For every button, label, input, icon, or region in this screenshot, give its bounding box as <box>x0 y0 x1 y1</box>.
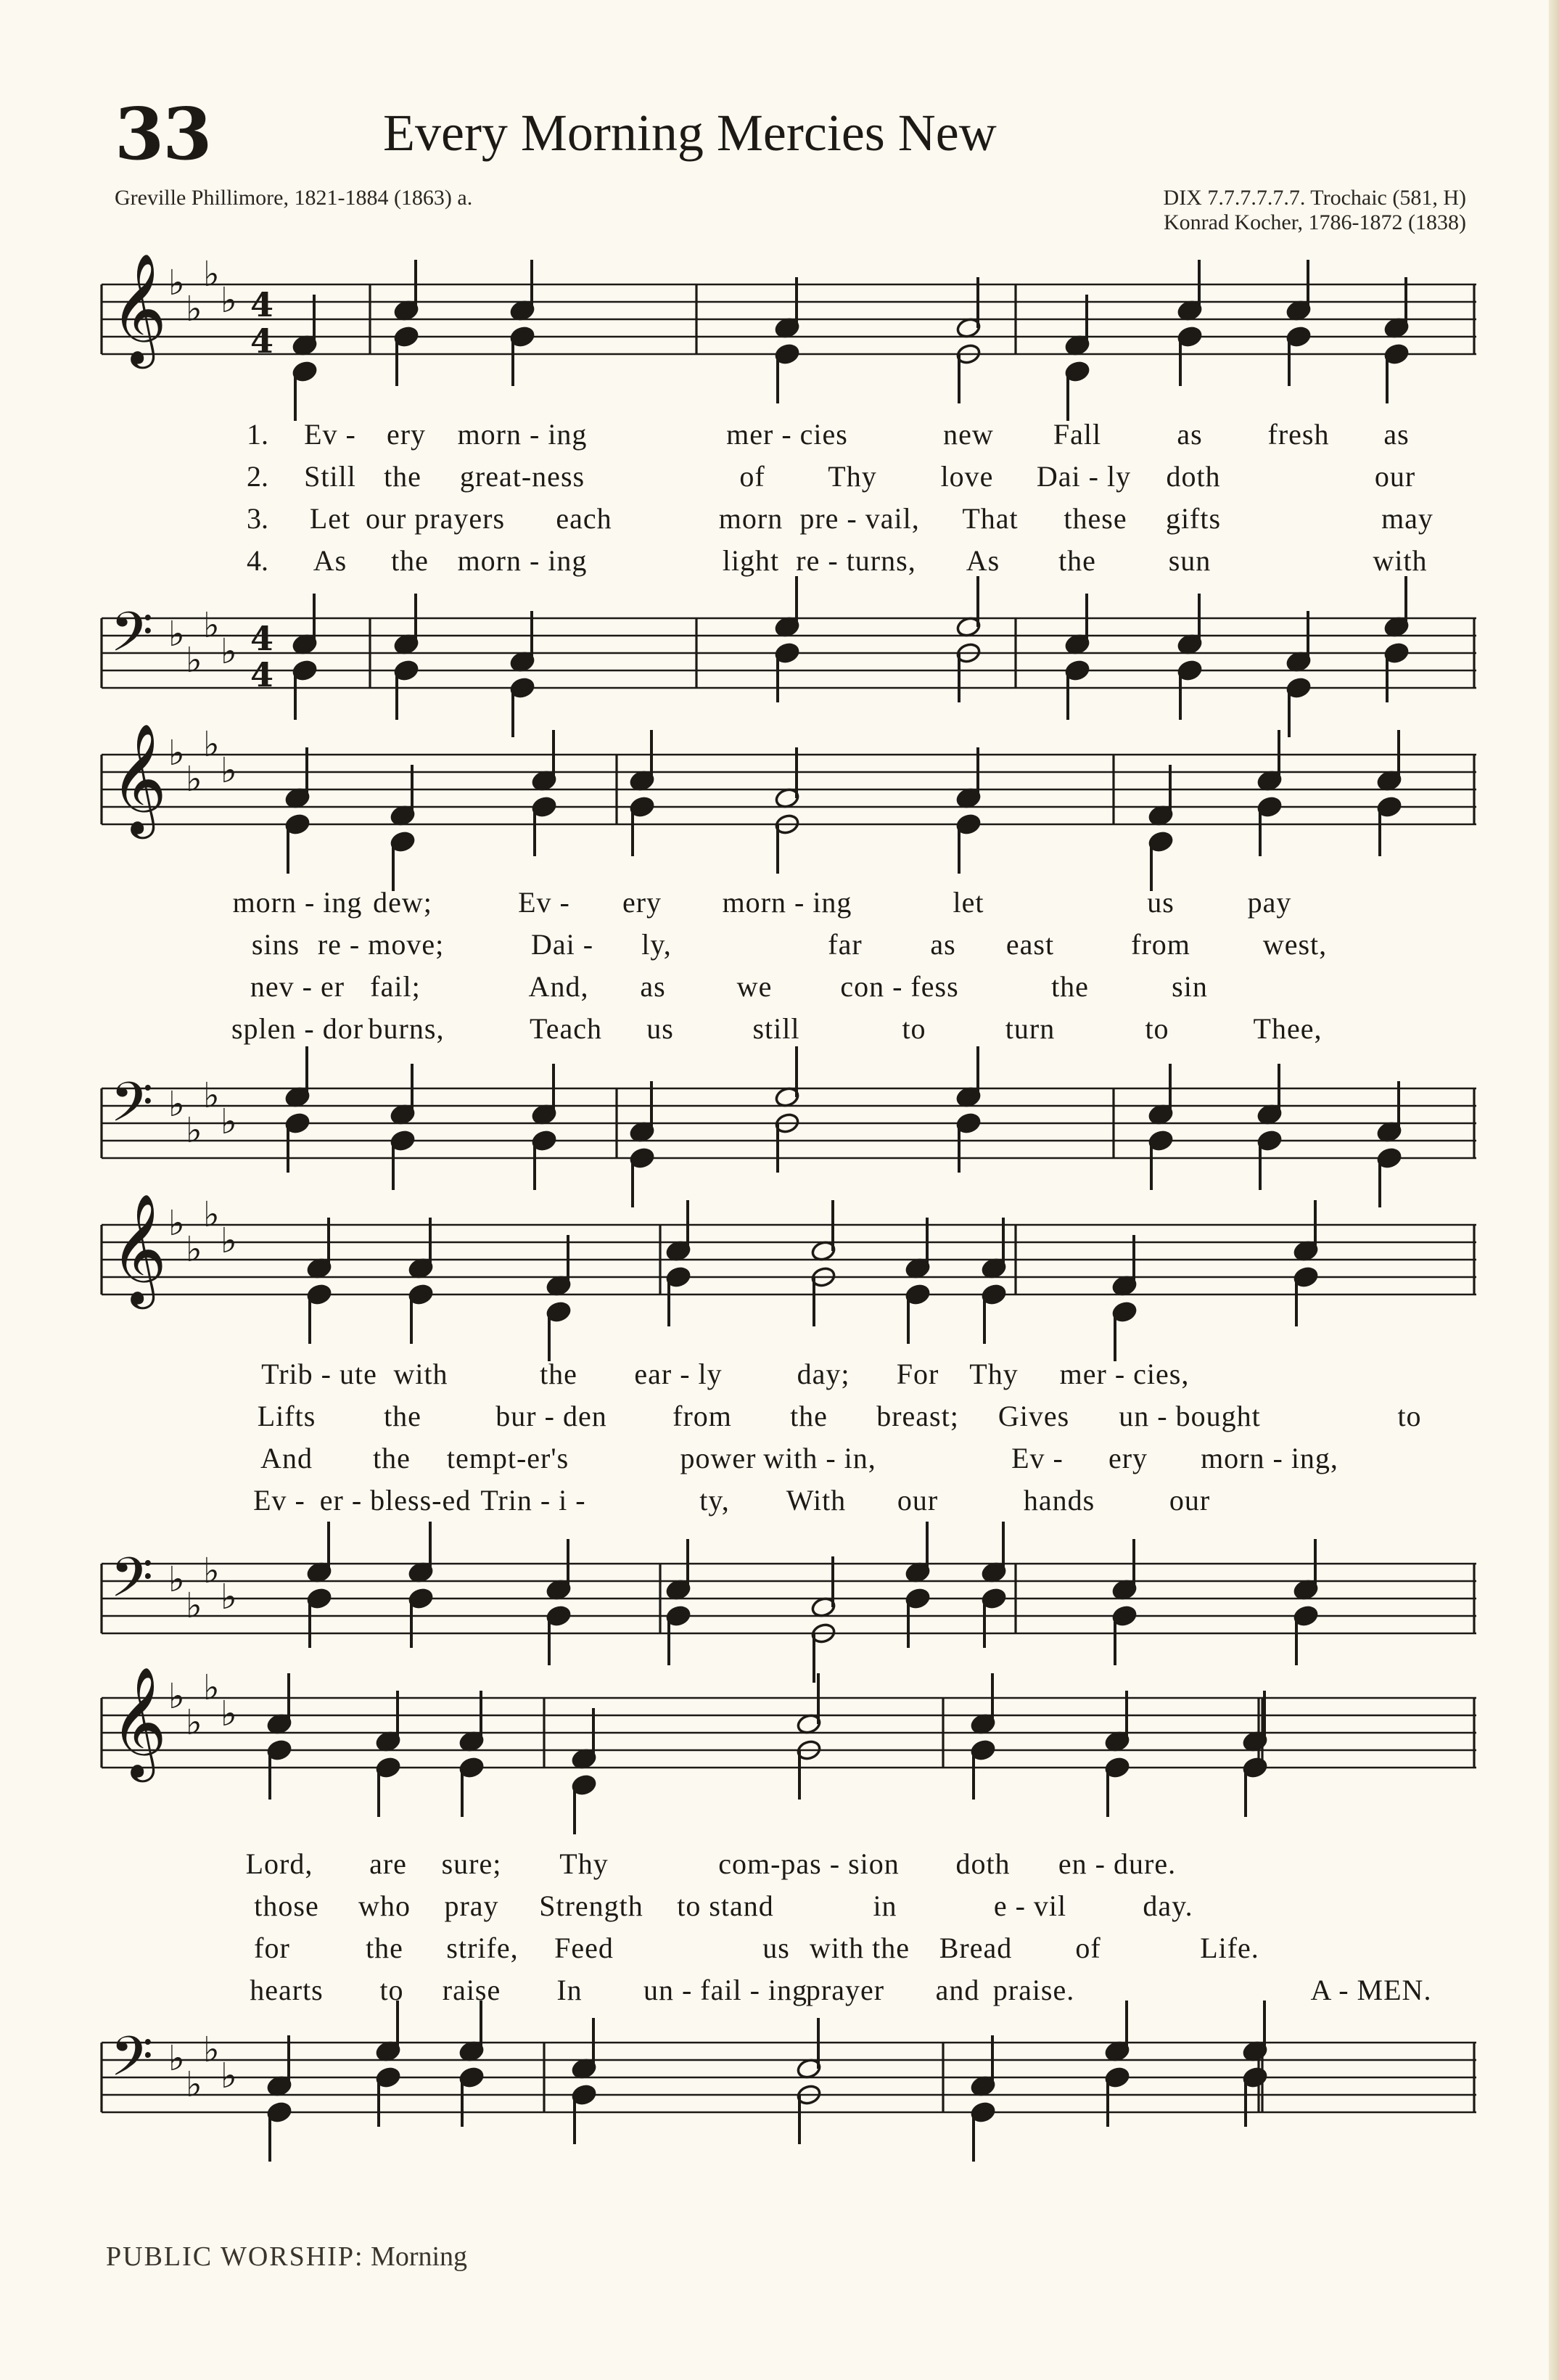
lyric-syllable: Life. <box>1200 1932 1259 1964</box>
lyric-syllable: Ev - <box>253 1484 305 1517</box>
lyric-syllable: Lifts <box>257 1400 316 1432</box>
lyric-syllable: day. <box>1143 1889 1193 1922</box>
hymn-title: Every Morning Mercies New <box>383 104 997 162</box>
lyric-syllable: Gives <box>997 1400 1070 1432</box>
bass-staff <box>0 1999 1559 2144</box>
lyric-syllable: Dai - <box>530 928 594 961</box>
time-signature-top: 4 <box>250 619 274 658</box>
flat-icon: ♭ <box>221 1101 237 1142</box>
lyric-syllable: love <box>940 460 994 493</box>
lyric-syllable: ly, <box>641 928 672 961</box>
lyric-syllable: with <box>1373 544 1428 577</box>
lyric-syllable: For <box>896 1358 939 1390</box>
lyric-syllable: splen - dor <box>231 1012 364 1045</box>
lyric-syllable: un - fail - ing <box>643 1974 808 2006</box>
lyric-syllable: In <box>556 1974 583 2006</box>
lyric-syllable: fail; <box>370 970 421 1003</box>
lyric-syllable: Thy <box>969 1358 1019 1390</box>
lyric-syllable: sun <box>1168 544 1212 577</box>
lyric-syllable: great-ness <box>459 460 585 493</box>
lyric-syllable: And, <box>528 970 589 1003</box>
bass-clef-icon: 𝄢 <box>110 600 154 678</box>
lyric-syllable: as <box>1383 418 1410 451</box>
lyric-syllable: to stand <box>677 1889 774 1922</box>
flat-icon: ♭ <box>186 759 202 800</box>
treble-staff <box>0 1654 1559 1800</box>
lyric-syllable: with - in, <box>763 1442 876 1474</box>
lyric-syllable: us <box>1147 886 1175 919</box>
flat-icon: ♭ <box>203 724 220 765</box>
lyric-syllable: burns, <box>368 1012 445 1045</box>
lyric-syllable: fresh <box>1267 418 1330 451</box>
footer-section: PUBLIC WORSHIP: <box>106 2241 364 2272</box>
lyric-syllable: light <box>722 544 780 577</box>
lyric-syllable: nev - er <box>250 970 345 1003</box>
lyric-syllable: breast; <box>876 1400 959 1432</box>
lyric-syllable: pre - vail, <box>799 502 920 535</box>
lyric-syllable: prayer <box>805 1974 885 2006</box>
lyric-syllable: e - vil <box>993 1889 1067 1922</box>
lyric-syllable: With <box>786 1484 847 1517</box>
lyric-syllable: to <box>1145 1012 1169 1045</box>
lyric-syllable: our prayers <box>365 502 506 535</box>
lyric-syllable: com-pas - sion <box>718 1847 900 1880</box>
lyric-syllable: in <box>873 1889 897 1922</box>
lyric-syllable: are <box>369 1847 407 1880</box>
lyric-syllable: Ev - <box>518 886 570 919</box>
bass-staff <box>0 1520 1559 1665</box>
lyric-syllable: en - dure. <box>1058 1847 1177 1880</box>
lyric-syllable: Ev - <box>1011 1442 1064 1474</box>
hymn-tune: DIX 7.7.7.7.7.7. Trochaic (581, H) <box>1163 186 1466 210</box>
treble-staff <box>0 241 1559 386</box>
lyric-syllable: re - move; <box>317 928 445 961</box>
time-signature-top: 4 <box>250 285 274 324</box>
flat-icon: ♭ <box>221 750 237 791</box>
flat-icon: ♭ <box>168 614 185 654</box>
lyric-syllable: Thy <box>828 460 877 493</box>
flat-icon: ♭ <box>168 733 185 774</box>
bass-staff <box>0 575 1559 720</box>
lyric-syllable: sin <box>1172 970 1208 1003</box>
lyric-syllable: and <box>935 1974 980 2006</box>
footer-occasion: Morning <box>371 2241 468 2272</box>
flat-icon: ♭ <box>221 1577 237 1617</box>
flat-icon: ♭ <box>203 1667 220 1708</box>
lyric-syllable: ery <box>622 886 662 919</box>
lyric-syllable: to <box>902 1012 926 1045</box>
lyric-syllable: strife, <box>446 1932 519 1964</box>
lyric-syllable: to <box>1397 1400 1422 1432</box>
lyric-syllable: of <box>739 460 765 493</box>
flat-icon: ♭ <box>203 1194 220 1235</box>
lyric-syllable: Lord, <box>245 1847 313 1880</box>
lyric-syllable: as <box>640 970 666 1003</box>
lyric-syllable: As <box>966 544 1000 577</box>
page-footer <box>106 2241 467 2273</box>
lyric-syllable: hands <box>1023 1484 1095 1517</box>
lyric-syllable: our <box>897 1484 939 1517</box>
treble-clef-icon: 𝄞 <box>110 723 168 834</box>
lyric-syllable: the <box>366 1932 403 1964</box>
lyric-syllable: as <box>930 928 956 961</box>
treble-staff <box>0 711 1559 856</box>
lyric-syllable: ery <box>1108 1442 1148 1474</box>
lyric-syllable: doth <box>955 1847 1011 1880</box>
lyric-syllable: con - fess <box>840 970 959 1003</box>
lyric-syllable: east <box>1005 928 1055 961</box>
lyric-syllable: the <box>384 460 421 493</box>
flat-icon: ♭ <box>168 263 185 303</box>
flat-icon: ♭ <box>203 1075 220 1116</box>
lyric-syllable: morn - ing <box>722 886 852 919</box>
lyric-syllable: power <box>680 1442 757 1474</box>
lyric-syllable: morn <box>718 502 783 535</box>
flat-icon: ♭ <box>186 2064 202 2105</box>
lyric-syllable: west, <box>1262 928 1328 961</box>
flat-icon: ♭ <box>221 280 237 321</box>
hymn-number: 33 <box>115 93 211 176</box>
lyric-syllable: ear - ly <box>634 1358 723 1390</box>
lyric-syllable: the <box>1051 970 1089 1003</box>
lyric-syllable: day; <box>797 1358 850 1390</box>
lyric-syllable: bur - den <box>495 1400 607 1432</box>
treble-staff <box>0 1181 1559 1326</box>
lyric-syllable: re - turns, <box>796 544 916 577</box>
lyric-syllable: to <box>379 1974 404 2006</box>
lyric-syllable: pay <box>1247 886 1292 919</box>
flat-icon: ♭ <box>203 254 220 295</box>
lyric-syllable: each <box>556 502 612 535</box>
lyric-syllable: far <box>828 928 863 961</box>
flat-icon: ♭ <box>186 640 202 681</box>
lyric-syllable: still <box>752 1012 800 1045</box>
lyric-syllable: the <box>384 1400 421 1432</box>
lyric-syllable: ery <box>386 418 427 451</box>
flat-icon: ♭ <box>203 605 220 646</box>
flat-icon: ♭ <box>168 1676 185 1717</box>
lyric-syllable: the <box>540 1358 577 1390</box>
treble-clef-icon: 𝄞 <box>110 253 168 364</box>
flat-icon: ♭ <box>221 1220 237 1261</box>
verse-number: 3. <box>247 502 268 535</box>
flat-icon: ♭ <box>221 631 237 672</box>
lyric-syllable: Thy <box>559 1847 609 1880</box>
lyric-syllable: from <box>1131 928 1190 961</box>
lyric-syllable: with <box>393 1358 448 1390</box>
lyric-syllable: Trib - ute <box>261 1358 377 1390</box>
lyric-syllable: us <box>762 1932 790 1964</box>
flat-icon: ♭ <box>221 1694 237 1734</box>
lyric-syllable: morn - ing <box>457 544 588 577</box>
flat-icon: ♭ <box>186 1229 202 1270</box>
lyric-syllable: for <box>254 1932 290 1964</box>
lyric-syllable: Dai - ly <box>1036 460 1132 493</box>
lyric-syllable: let <box>953 886 984 919</box>
lyric-syllable: hearts <box>250 1974 324 2006</box>
lyric-syllable: ty, <box>699 1484 730 1517</box>
lyric-syllable: pray <box>444 1889 499 1922</box>
lyric-syllable: Bread <box>939 1932 1013 1964</box>
lyric-syllable: mer - cies, <box>1059 1358 1190 1390</box>
lyric-syllable: who <box>358 1889 411 1922</box>
lyric-syllable: un - bought <box>1119 1400 1261 1432</box>
lyric-syllable: these <box>1064 502 1127 535</box>
lyric-syllable: dew; <box>373 886 432 919</box>
lyric-syllable: us <box>646 1012 674 1045</box>
flat-icon: ♭ <box>203 2030 220 2070</box>
verse-number: 1. <box>247 418 268 451</box>
lyric-syllable: Thee, <box>1253 1012 1323 1045</box>
flat-icon: ♭ <box>168 2038 185 2079</box>
flat-icon: ♭ <box>186 1585 202 1626</box>
lyric-syllable: our <box>1374 460 1416 493</box>
amen-label: A - MEN. <box>1310 1974 1432 2006</box>
lyric-syllable: morn - ing <box>232 886 363 919</box>
hymn-author: Greville Phillimore, 1821-1884 (1863) a. <box>115 186 473 210</box>
flat-icon: ♭ <box>168 1203 185 1244</box>
lyric-syllable: sure; <box>441 1847 502 1880</box>
lyric-syllable: new <box>943 418 994 451</box>
flat-icon: ♭ <box>186 289 202 329</box>
flat-icon: ♭ <box>221 2056 237 2096</box>
lyric-syllable: raise <box>442 1974 501 2006</box>
verse-number: 4. <box>247 544 268 577</box>
lyric-syllable: morn - ing, <box>1201 1442 1338 1474</box>
lyric-syllable: Still <box>304 460 356 493</box>
lyric-syllable: gifts <box>1165 502 1222 535</box>
lyric-syllable: er - bless-ed <box>319 1484 472 1517</box>
lyric-syllable: praise. <box>992 1974 1075 2006</box>
lyric-syllable: from <box>672 1400 732 1432</box>
flat-icon: ♭ <box>203 1551 220 1591</box>
lyric-syllable: Trin - i - <box>480 1484 586 1517</box>
flat-icon: ♭ <box>168 1559 185 1600</box>
lyric-syllable: That <box>962 502 1019 535</box>
verse-number: 2. <box>247 460 268 493</box>
lyric-syllable: the <box>391 544 429 577</box>
lyric-syllable: as <box>1177 418 1203 451</box>
lyric-syllable: Strength <box>539 1889 643 1922</box>
lyric-syllable: the <box>373 1442 411 1474</box>
lyric-syllable: those <box>254 1889 319 1922</box>
lyric-syllable: mer - cies <box>726 418 848 451</box>
lyric-syllable: with the <box>810 1932 910 1964</box>
treble-clef-icon: 𝄞 <box>110 1193 168 1305</box>
hymn-composer: Konrad Kocher, 1786-1872 (1838) <box>1163 210 1466 234</box>
lyric-syllable: we <box>736 970 773 1003</box>
bass-staff <box>0 1045 1559 1190</box>
lyric-syllable: As <box>313 544 347 577</box>
lyric-syllable: the <box>790 1400 828 1432</box>
flat-icon: ♭ <box>186 1110 202 1151</box>
bass-clef-icon: 𝄢 <box>110 1070 154 1148</box>
treble-clef-icon: 𝄞 <box>110 1666 168 1778</box>
lyric-syllable: Teach <box>530 1012 602 1045</box>
lyric-syllable: may <box>1381 502 1433 535</box>
lyric-syllable: Fall <box>1053 418 1102 451</box>
lyric-syllable: Ev - <box>304 418 356 451</box>
lyric-syllable: the <box>1058 544 1096 577</box>
bass-clef-icon: 𝄢 <box>110 2024 154 2102</box>
lyric-syllable: of <box>1075 1932 1101 1964</box>
lyric-syllable: morn - ing <box>457 418 588 451</box>
lyric-syllable: our <box>1169 1484 1211 1517</box>
lyric-syllable: tempt-er's <box>446 1442 569 1474</box>
flat-icon: ♭ <box>168 1084 185 1125</box>
time-signature-bottom: 4 <box>250 321 274 361</box>
lyric-syllable: And <box>260 1442 313 1474</box>
flat-icon: ♭ <box>186 1702 202 1743</box>
lyric-syllable: Feed <box>554 1932 614 1964</box>
lyric-syllable: doth <box>1166 460 1221 493</box>
lyric-syllable: sins <box>251 928 300 961</box>
time-signature-bottom: 4 <box>250 655 274 694</box>
bass-clef-icon: 𝄢 <box>110 1546 154 1623</box>
lyric-syllable: Let <box>309 502 351 535</box>
lyric-syllable: turn <box>1005 1012 1056 1045</box>
